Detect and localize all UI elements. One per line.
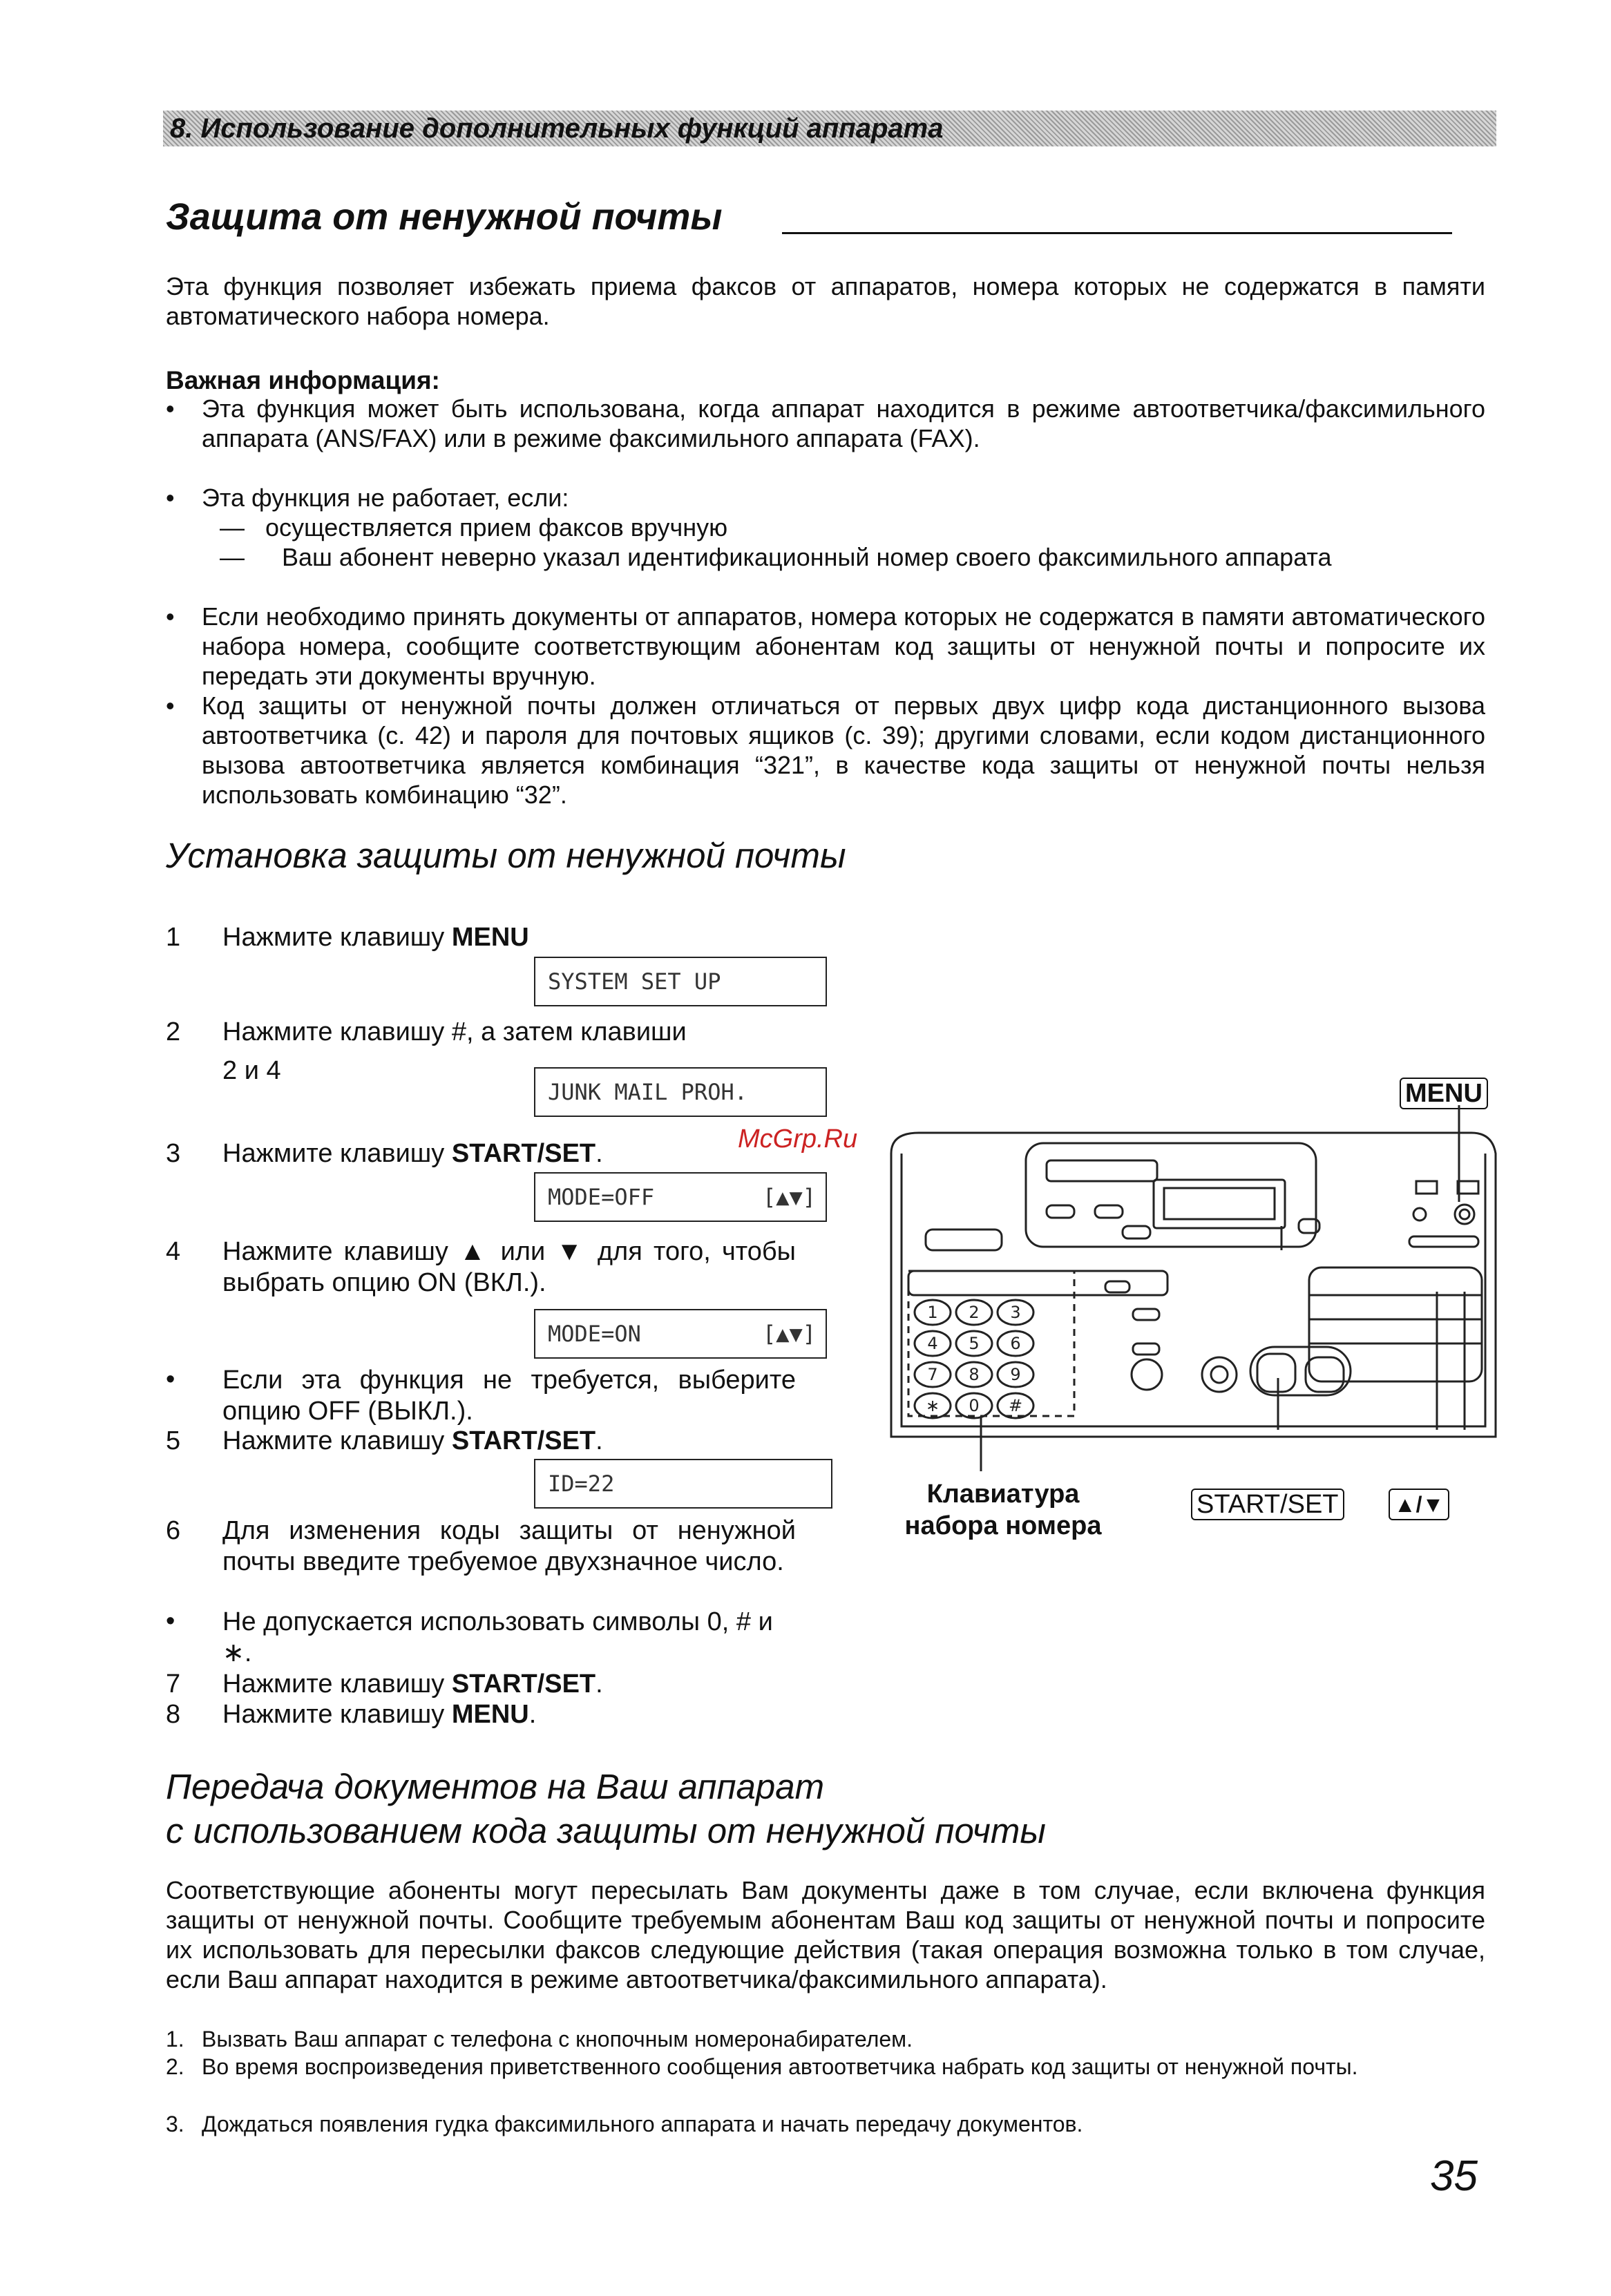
step-number: 7 [166, 1670, 181, 1699]
title-rule [782, 232, 1452, 234]
lcd-display-5: ID=22 [534, 1459, 832, 1509]
chapter-header-bar [163, 111, 1496, 146]
step-5 [222, 1426, 603, 1457]
step-8-after: . [528, 1700, 537, 1729]
keypad-caption-line1: Клавиатура [926, 1480, 1080, 1509]
list-item-3: Дождаться появления гудка факсимильного аппарата и начать передачу документов. [202, 2112, 1083, 2136]
step-number: 5 [166, 1426, 181, 1455]
section-title-transmission-line1: Передача документов на Ваш аппарат [166, 1767, 825, 1806]
bullet-4: Код защиты от ненужной почты должен отличаться от первых двух цифр кода дистанционного вызова автоответчика (с. 42) и пароля для почтовых ящиков (с. 39); другими словами, если кодом дистанционного вызова автоответчика является комбинация “321”, в качестве кода защиты от ненужной почты нельзя использовать комбинацию “32”. [202, 691, 1485, 809]
step-number: 1 [166, 923, 181, 952]
lcd-4-text: MODE=ON [548, 1321, 641, 1347]
sub-item-1: осуществляется прием факсов вручную [265, 513, 728, 542]
note-symbols: Не допускается использовать символы 0, # и ∗. [222, 1607, 773, 1667]
step-3 [222, 1138, 603, 1169]
section1-intro: Эта функция позволяет избежать приема факсов от аппаратов, номера которых не содержатся в памяти автоматического набора номера. [166, 272, 1485, 330]
step-7 [222, 1669, 603, 1700]
keypad-key-label: 0 [969, 1396, 980, 1415]
keypad-caption [879, 1478, 1127, 1542]
step-3-key: START/SET [451, 1139, 596, 1168]
bullet-mark: • [166, 1365, 175, 1394]
arrow-keys-label: ▲/▼ [1389, 1489, 1449, 1520]
step-number: 6 [166, 1516, 181, 1545]
bullet-mark: • [166, 394, 175, 423]
step-4-text: Нажмите клавишу ▲ или ▼ для того, чтобы выбрать опцию ON (ВКЛ.). [222, 1237, 796, 1297]
step-8 [222, 1699, 536, 1730]
keypad-key-label: 7 [927, 1365, 938, 1384]
step-7-text: Нажмите клавишу [222, 1670, 452, 1699]
list-item-number: 1. [166, 2027, 184, 2051]
dash-mark: — [220, 543, 245, 571]
lcd-display-1: SYSTEM SET UP [534, 957, 827, 1006]
step-number: 2 [166, 1017, 181, 1046]
step-2-line2: 2 и 4 [222, 1056, 281, 1085]
step-1-text: Нажмите клавишу [222, 923, 452, 952]
keypad-caption-line2: набора номера [904, 1511, 1102, 1540]
step-1 [222, 922, 529, 953]
step-number: 4 [166, 1237, 181, 1266]
step-number: 3 [166, 1139, 181, 1168]
menu-key-label: MENU [1400, 1078, 1488, 1109]
watermark: McGrp.Ru [738, 1125, 858, 1154]
dash-mark: — [220, 513, 245, 542]
lcd-arrows: [▲▼] [762, 1321, 816, 1347]
bullet-mark: • [166, 1607, 175, 1636]
keypad-key-label: ∗ [925, 1396, 940, 1415]
chapter-title: 8. Использование дополнительных функций аппарата [170, 113, 944, 144]
bullet-mark: • [166, 602, 175, 631]
step-3-after: . [595, 1139, 603, 1168]
lcd-display-2: JUNK MAIL PROH. [534, 1067, 827, 1117]
keypad-key-label: 3 [1010, 1303, 1021, 1322]
section-title-setup: Установка защиты от ненужной почты [166, 836, 846, 875]
keypad-key-label: 5 [969, 1334, 980, 1353]
keypad-key-label: 4 [927, 1334, 938, 1353]
keypad-key-label: 2 [969, 1303, 980, 1322]
list-item-number: 3. [166, 2112, 184, 2136]
lcd-display-3 [534, 1172, 827, 1222]
keypad-key-label: 1 [927, 1303, 938, 1322]
lcd-3-text: MODE=OFF [548, 1184, 655, 1210]
lcd-display-4 [534, 1309, 827, 1359]
step-6-text: Для изменения коды защиты от ненужной почты введите требуемое двухзначное число. [222, 1516, 796, 1576]
fax-panel-illustration [877, 1105, 1513, 1471]
bullet-2: Эта функция не работает, если: [202, 484, 569, 512]
keypad-key-label: 9 [1010, 1365, 1021, 1384]
step-2-text: Нажмите клавишу #, а затем клавиши [222, 1017, 687, 1046]
list-item-2: Во время воспроизведения приветственного сообщения автоответчика набрать код защиты от ненужной почты. [202, 2054, 1358, 2079]
keypad-key-label: # [1008, 1396, 1023, 1415]
bullet-1: Эта функция может быть использована, когда аппарат находится в режиме автоответчика/факсимильного аппарата (ANS/FAX) или в режиме факсимильного аппарата (FAX). [202, 394, 1485, 452]
step-8-key: MENU [451, 1700, 529, 1729]
step-5-after: . [595, 1426, 603, 1455]
sub-item-2: Ваш абонент неверно указал идентификационный номер своего факсимильного аппарата [282, 543, 1332, 571]
list-item-number: 2. [166, 2054, 184, 2079]
keypad-key-label: 8 [969, 1365, 980, 1384]
bullet-mark: • [166, 484, 175, 512]
step-7-after: . [595, 1670, 603, 1699]
step-number: 8 [166, 1700, 181, 1729]
step-5-key: START/SET [451, 1426, 596, 1455]
step-1-key: MENU [451, 923, 529, 952]
keypad-key-label: 6 [1010, 1334, 1021, 1353]
list-item-1: Вызвать Ваш аппарат с телефона с кнопочным номеронабирателем. [202, 2027, 913, 2051]
section-title-junk-mail: Защита от ненужной почты [166, 196, 723, 238]
bullet-3: Если необходимо принять документы от аппаратов, номера которых не содержатся в памяти автоматического набора номера, сообщите соответствующим абонентам код защиты от ненужной почты и попросите их передать эти документы вручную. [202, 602, 1485, 690]
note-off: Если эта функция не требуется, выберите опцию OFF (ВЫКЛ.). [222, 1366, 796, 1426]
step-8-text: Нажмите клавишу [222, 1700, 452, 1729]
page-number: 35 [1430, 2152, 1478, 2200]
bullet-mark: • [166, 691, 175, 720]
important-heading: Важная информация: [166, 366, 440, 394]
section-title-transmission-line2: с использованием кода защиты от ненужной почты [166, 1811, 1046, 1850]
step-7-key: START/SET [451, 1670, 596, 1699]
lcd-arrows: [▲▼] [762, 1184, 816, 1210]
step-3-text: Нажмите клавишу [222, 1139, 452, 1168]
section3-intro: Соответствующие абоненты могут пересылать Вам документы даже в том случае, если включена функция защиты от ненужной почты. Сообщите требуемым абонентам Ваш код защиты от ненужной почты и попросите их использовать для пересылки факсов следующие действия (такая операция возможна только в том случае, если Ваш аппарат находится в режиме автоответчика/факсимильного аппарата). [166, 1876, 1485, 1993]
step-5-text: Нажмите клавишу [222, 1426, 452, 1455]
startset-key-label: START/SET [1191, 1489, 1344, 1520]
